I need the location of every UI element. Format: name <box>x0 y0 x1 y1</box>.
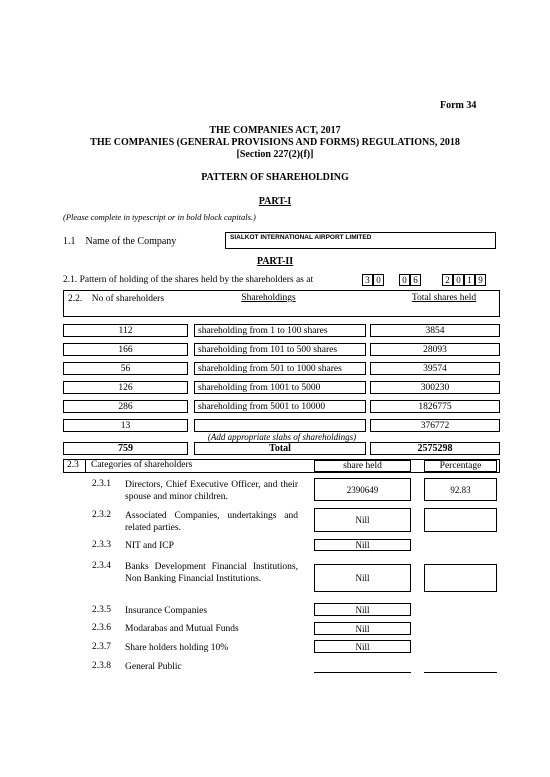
category-percent[interactable]: 92.83 <box>424 478 497 501</box>
col-shareholdings: Shareholdings <box>241 293 296 303</box>
category-label: Share holders holding 10% <box>125 643 229 653</box>
general-public-percent-line[interactable] <box>424 672 497 673</box>
row-shares: 39574 <box>370 362 500 375</box>
categories-heading: Categories of shareholders <box>91 460 193 470</box>
date-year-2[interactable]: 0 <box>453 274 464 286</box>
category-label: General Public <box>125 662 182 672</box>
company-name-label: 1.1 Name of the Company <box>63 236 177 247</box>
general-public-share-line[interactable] <box>314 672 411 673</box>
col-total-shares: Total shares held <box>411 293 477 303</box>
categories-divider <box>85 460 86 472</box>
category-number: 2.3.4 <box>92 561 111 571</box>
category-percent[interactable] <box>424 508 497 532</box>
company-name-value: SIALKOT INTERNATIONAL AIRPORT LIMITED <box>230 234 372 241</box>
total-label: Total <box>194 442 366 455</box>
date-year-1[interactable]: 2 <box>442 274 453 286</box>
date-day-2[interactable]: 0 <box>373 274 384 286</box>
col-no-shareholders: 2.2. No of shareholders <box>68 294 165 304</box>
col-share-held: share held <box>314 460 411 472</box>
date-year-4[interactable]: 9 <box>475 274 486 286</box>
row-count: 126 <box>63 381 188 394</box>
row-count: 56 <box>63 362 188 375</box>
row-range: shareholding from 5001 to 10000 <box>194 400 366 413</box>
row-range: shareholding from 1 to 100 shares <box>194 324 366 337</box>
category-number: 2.3.8 <box>92 661 111 671</box>
category-share[interactable]: Nill <box>314 564 411 592</box>
category-label: Associated Companies, undertakings and related parties. <box>125 511 298 533</box>
category-label: Directors, Chief Executive Officer, and their spouse and minor children. <box>125 480 298 502</box>
category-share[interactable]: Nill <box>314 508 411 532</box>
category-label: Banks Development Financial Institutions, Non Banking Financial Institutions. <box>125 562 298 584</box>
row-shares: 28093 <box>370 343 500 356</box>
date-year-3[interactable]: 1 <box>464 274 475 286</box>
category-number: 2.3.7 <box>92 642 111 652</box>
total-count: 759 <box>63 442 188 455</box>
row-range: shareholding from 101 to 500 shares <box>194 343 366 356</box>
row-shares: 3854 <box>370 324 500 337</box>
page-title: PATTERN OF SHAREHOLDING <box>201 172 349 183</box>
row-count: 13 <box>63 419 188 432</box>
section-ref: [Section 227(2)(f)] <box>236 149 314 160</box>
category-percent[interactable] <box>424 564 497 592</box>
pattern-label: 2.1. Pattern of holding of the shares held by the shareholders as at <box>63 275 314 285</box>
category-label: Insurance Companies <box>125 606 208 616</box>
date-month-1[interactable]: 0 <box>399 274 410 286</box>
part1-heading: PART-I <box>258 196 292 207</box>
part2-heading: PART-II <box>256 256 294 267</box>
category-number: 2.3.2 <box>92 510 111 520</box>
col-percentage: Percentage <box>424 460 497 472</box>
regulations-title: THE COMPANIES (GENERAL PROVISIONS AND FORMS) REGULATIONS, 2018 <box>90 137 460 148</box>
category-label: NIT and ICP <box>125 541 174 551</box>
form-number: Form 34 <box>440 100 477 111</box>
instruction-note: (Please complete in typescript or in bold block capitals.) <box>63 212 256 222</box>
holdings-header-row <box>63 290 500 317</box>
row-count: 166 <box>63 343 188 356</box>
act-title: THE COMPANIES ACT, 2017 <box>209 125 341 136</box>
category-share[interactable]: Nill <box>314 640 411 653</box>
row-count: 286 <box>63 400 188 413</box>
row-range: shareholding from 501 to 1000 shares <box>194 362 366 375</box>
row-shares: 1826775 <box>370 400 500 413</box>
row-range: shareholding from 1001 to 5000 <box>194 381 366 394</box>
row-shares: 376772 <box>370 419 500 432</box>
row-range <box>194 419 366 432</box>
categories-section-no: 2.3 <box>67 460 79 470</box>
slabs-note: (Add appropriate slabs of shareholdings) <box>207 432 357 442</box>
date-day-1[interactable]: 3 <box>362 274 373 286</box>
row-shares: 300230 <box>370 381 500 394</box>
row-count: 112 <box>63 324 188 337</box>
category-number: 2.3.6 <box>92 623 111 633</box>
company-name-field[interactable] <box>225 232 496 249</box>
category-share[interactable]: Nill <box>314 622 411 635</box>
total-shares: 2575298 <box>370 442 500 455</box>
category-number: 2.3.3 <box>92 540 111 550</box>
date-month-2[interactable]: 6 <box>410 274 421 286</box>
category-share[interactable]: Nill <box>314 603 411 616</box>
category-number: 2.3.5 <box>92 605 111 615</box>
category-share[interactable]: Nill <box>314 539 411 551</box>
category-number: 2.3.1 <box>92 479 111 489</box>
category-label: Modarabas and Mutual Funds <box>125 624 239 634</box>
category-share[interactable]: 2390649 <box>314 478 411 501</box>
